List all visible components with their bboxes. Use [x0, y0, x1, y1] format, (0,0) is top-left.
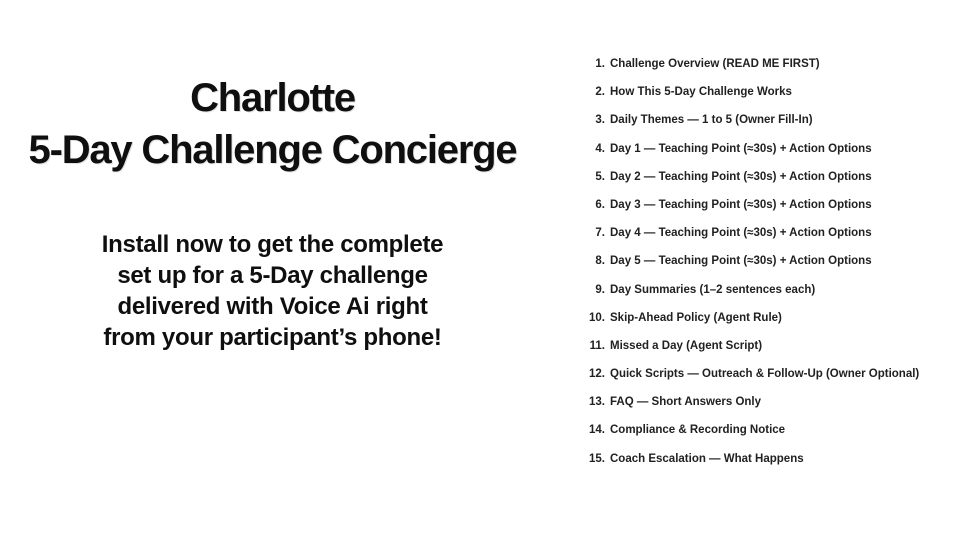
list-item	[588, 255, 948, 267]
list-item-number: 11.	[589, 339, 605, 352]
list-item	[588, 396, 948, 408]
subtitle-line-4: from your participant’s phone!	[103, 324, 442, 351]
list-item	[588, 424, 948, 436]
list-item-label: Day 1 — Teaching Point (≈30s) + Action Options	[610, 142, 872, 155]
list-item	[588, 453, 948, 465]
list-item-number: 5.	[595, 170, 605, 183]
list-item-number: 7.	[595, 227, 605, 240]
list-item	[588, 284, 948, 296]
list-item-label: Day 2 — Teaching Point (≈30s) + Action Options	[610, 170, 872, 183]
list-item-label: Daily Themes — 1 to 5 (Owner Fill-In)	[610, 114, 813, 127]
list-item-label: FAQ — Short Answers Only	[610, 396, 762, 409]
list-item	[588, 312, 948, 324]
list-item-label: How This 5-Day Challenge Works	[610, 86, 792, 99]
list-item-number: 13.	[589, 396, 605, 409]
list-item	[588, 199, 948, 211]
subtitle-line-3: delivered with Voice Ai right	[117, 293, 428, 320]
list-item	[588, 86, 948, 98]
list-item-number: 14.	[589, 424, 605, 437]
table-of-contents	[588, 58, 948, 465]
list-item-number: 1.	[595, 58, 605, 70]
list-item-number: 3.	[595, 114, 605, 127]
list-item	[588, 58, 948, 70]
list-item	[588, 227, 948, 239]
list-item-label: Coach Escalation — What Happens	[610, 452, 804, 465]
subtitle-line-1: Install now to get the complete	[101, 231, 444, 258]
list-item-number: 15.	[589, 452, 605, 465]
list-item	[588, 368, 948, 380]
list-item-label: Day 4 — Teaching Point (≈30s) + Action Options	[610, 227, 872, 240]
list-item-label: Missed a Day (Agent Script)	[610, 339, 763, 352]
list-item	[588, 171, 948, 183]
list-item-number: 8.	[595, 255, 605, 268]
list-item-number: 6.	[595, 198, 605, 211]
page-title	[0, 72, 545, 176]
list-item-label: Quick Scripts — Outreach & Follow-Up (Owner Optional)	[610, 368, 920, 381]
list-item-number: 12.	[589, 368, 605, 381]
list-item	[588, 340, 948, 352]
page-title-line-1: Charlotte	[190, 76, 355, 120]
list-item-label: Skip-Ahead Policy (Agent Rule)	[610, 311, 782, 324]
subtitle-line-2: set up for a 5-Day challenge	[117, 262, 428, 289]
list-item-label: Day 3 — Teaching Point (≈30s) + Action Options	[610, 198, 872, 211]
list-item-number: 2.	[595, 86, 605, 99]
list-item-number: 10.	[589, 311, 605, 324]
list-item-number: 9.	[595, 283, 605, 296]
list-item-label: Day 5 — Teaching Point (≈30s) + Action Options	[610, 255, 872, 268]
list-item-label: Day Summaries (1–2 sentences each)	[610, 283, 816, 296]
page-title-line-2: 5-Day Challenge Concierge	[28, 128, 517, 172]
subtitle	[0, 229, 545, 353]
list-item	[588, 114, 948, 126]
list-item	[588, 143, 948, 155]
list-item-label: Compliance & Recording Notice	[610, 424, 786, 437]
list-item-label: Challenge Overview (READ ME FIRST)	[610, 58, 820, 70]
list-item-number: 4.	[595, 142, 605, 155]
